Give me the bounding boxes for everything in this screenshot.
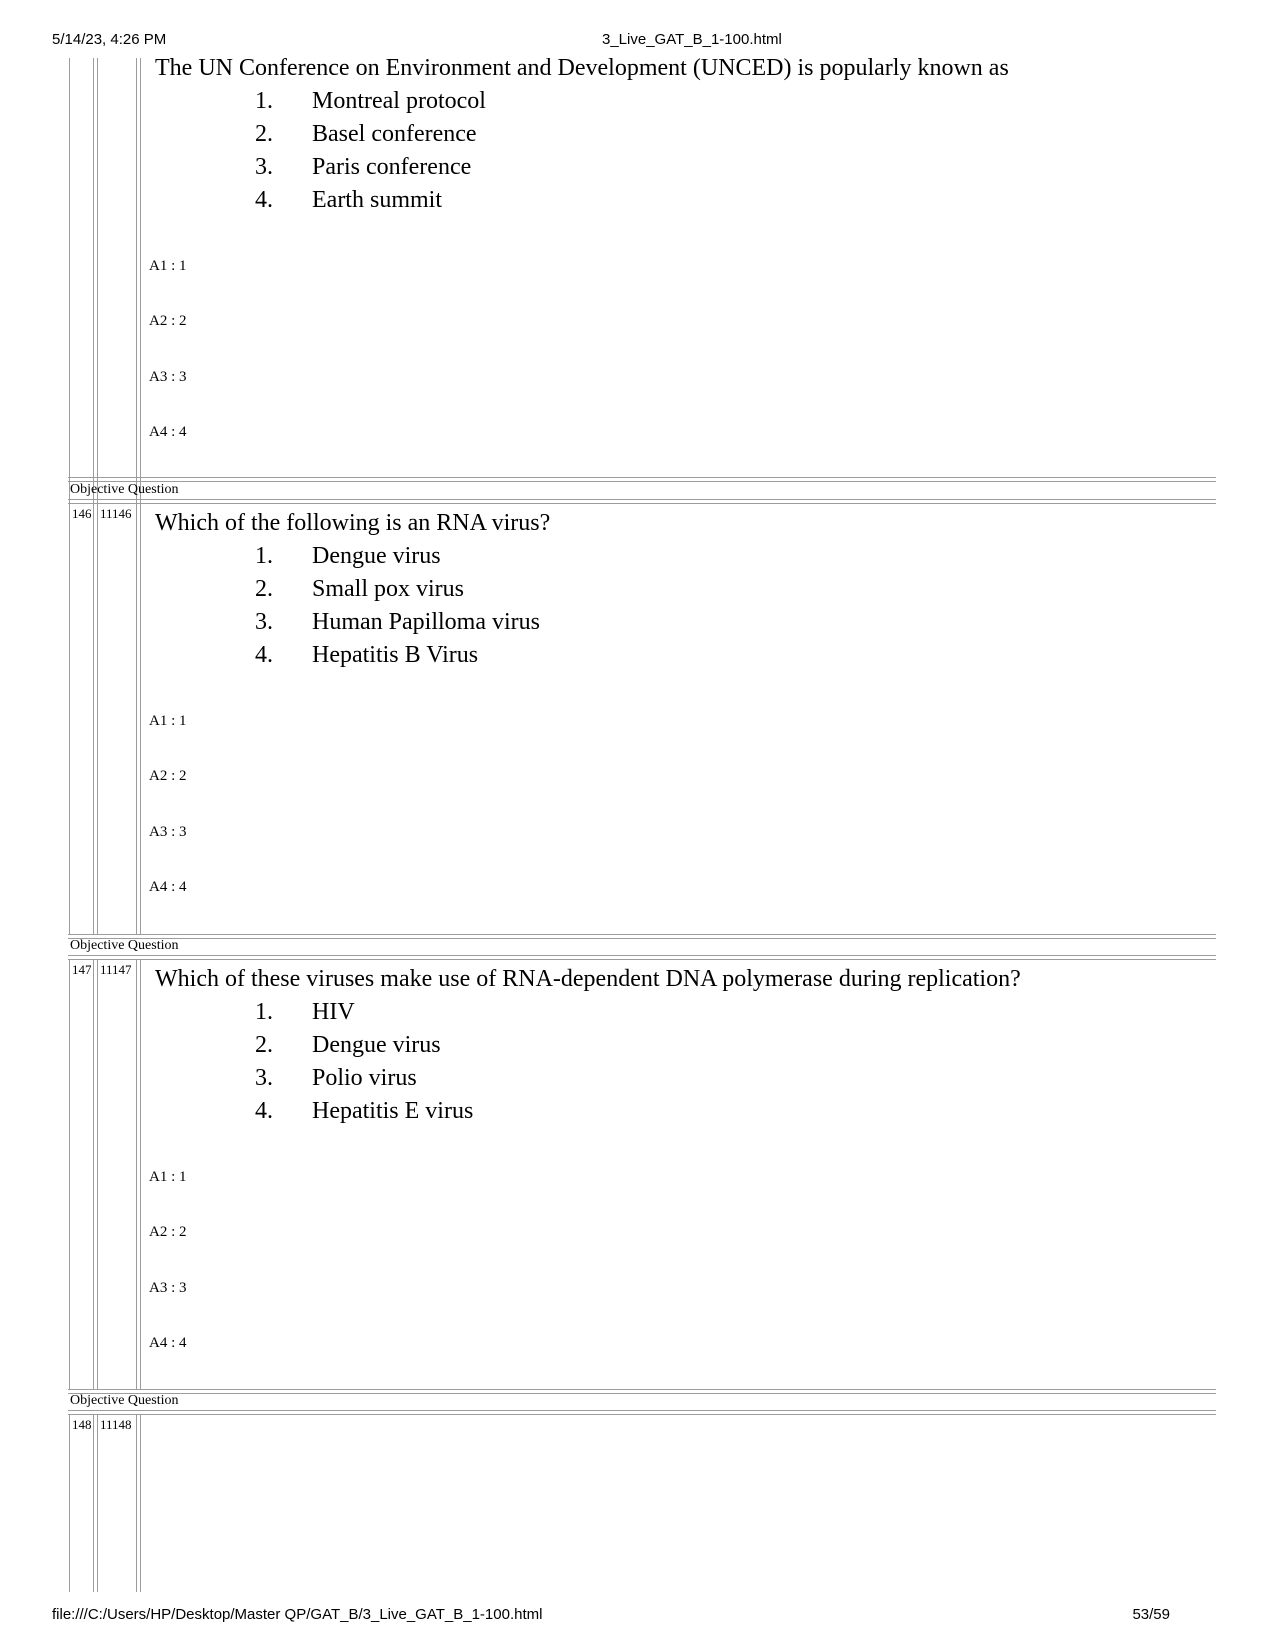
question-row [68,504,1216,935]
print-datetime: 5/14/23, 4:26 PM [52,31,167,48]
option-number: 2. [255,121,273,147]
serial-cell: 146 [69,504,94,935]
question-type-label: Objective Question [70,938,179,953]
answer-label: A4 : 4 [149,1335,187,1351]
id-cell: 11147 [97,960,137,1390]
option-text: Dengue virus [312,543,441,569]
option-number: 3. [255,1065,273,1091]
option-text: Earth summit [312,187,442,213]
option-text: Paris conference [312,154,472,180]
question-row [68,1415,1216,1592]
option-number: 2. [255,1032,273,1058]
id-cell [97,58,137,504]
print-file-path: file:///C:/Users/HP/Desktop/Master QP/GAT_B/3_Live_GAT_B_1-100.html [52,1606,543,1623]
row-divider [68,477,1216,482]
question-row [68,58,1216,504]
serial-cell: 148 [69,1415,94,1592]
option-text: Dengue virus [312,1032,441,1058]
question-cell [140,58,1216,504]
option-number: 2. [255,576,273,602]
option-number: 4. [255,1098,273,1124]
answer-label: A2 : 2 [149,1224,187,1240]
answer-label: A3 : 3 [149,824,187,840]
id-cell: 11146 [97,504,137,935]
row-divider [68,1389,1216,1394]
serial-cell [69,58,94,504]
option-number: 3. [255,609,273,635]
row-divider [68,934,1216,939]
answer-label: A4 : 4 [149,879,187,895]
serial-cell: 147 [69,960,94,1390]
option-number: 1. [255,88,273,114]
print-title: 3_Live_GAT_B_1-100.html [602,31,782,48]
answer-label: A3 : 3 [149,369,187,385]
question-cell [140,1415,1216,1592]
option-text: Hepatitis B Virus [312,642,479,668]
option-number: 4. [255,642,273,668]
question-cell [140,504,1216,935]
answer-label: A4 : 4 [149,424,187,440]
answer-label: A1 : 1 [149,713,187,729]
question-row [68,960,1216,1390]
question-text: Which of these viruses make use of RNA-dependent DNA polymerase during replication? [155,966,1021,992]
question-type-label: Objective Question [70,482,179,497]
option-text: Human Papilloma virus [312,609,540,635]
option-number: 4. [255,187,273,213]
option-number: 1. [255,543,273,569]
answer-label: A1 : 1 [149,1169,187,1185]
answer-label: A3 : 3 [149,1280,187,1296]
answer-label: A1 : 1 [149,258,187,274]
option-text: Montreal protocol [312,88,486,114]
question-text: Which of the following is an RNA virus? [155,510,551,536]
option-text: HIV [312,999,355,1025]
page-number: 53/59 [1132,1606,1170,1623]
option-text: Hepatitis E virus [312,1098,474,1124]
answer-label: A2 : 2 [149,313,187,329]
answer-label: A2 : 2 [149,768,187,784]
option-number: 1. [255,999,273,1025]
question-table [68,58,1216,1592]
id-cell: 11148 [97,1415,137,1592]
option-text: Basel conference [312,121,477,147]
option-text: Small pox virus [312,576,465,602]
question-type-label: Objective Question [70,1393,179,1408]
question-text: The UN Conference on Environment and Development (UNCED) is popularly known as [155,58,1009,81]
option-number: 3. [255,154,273,180]
question-cell [140,960,1216,1390]
option-text: Polio virus [312,1065,417,1091]
